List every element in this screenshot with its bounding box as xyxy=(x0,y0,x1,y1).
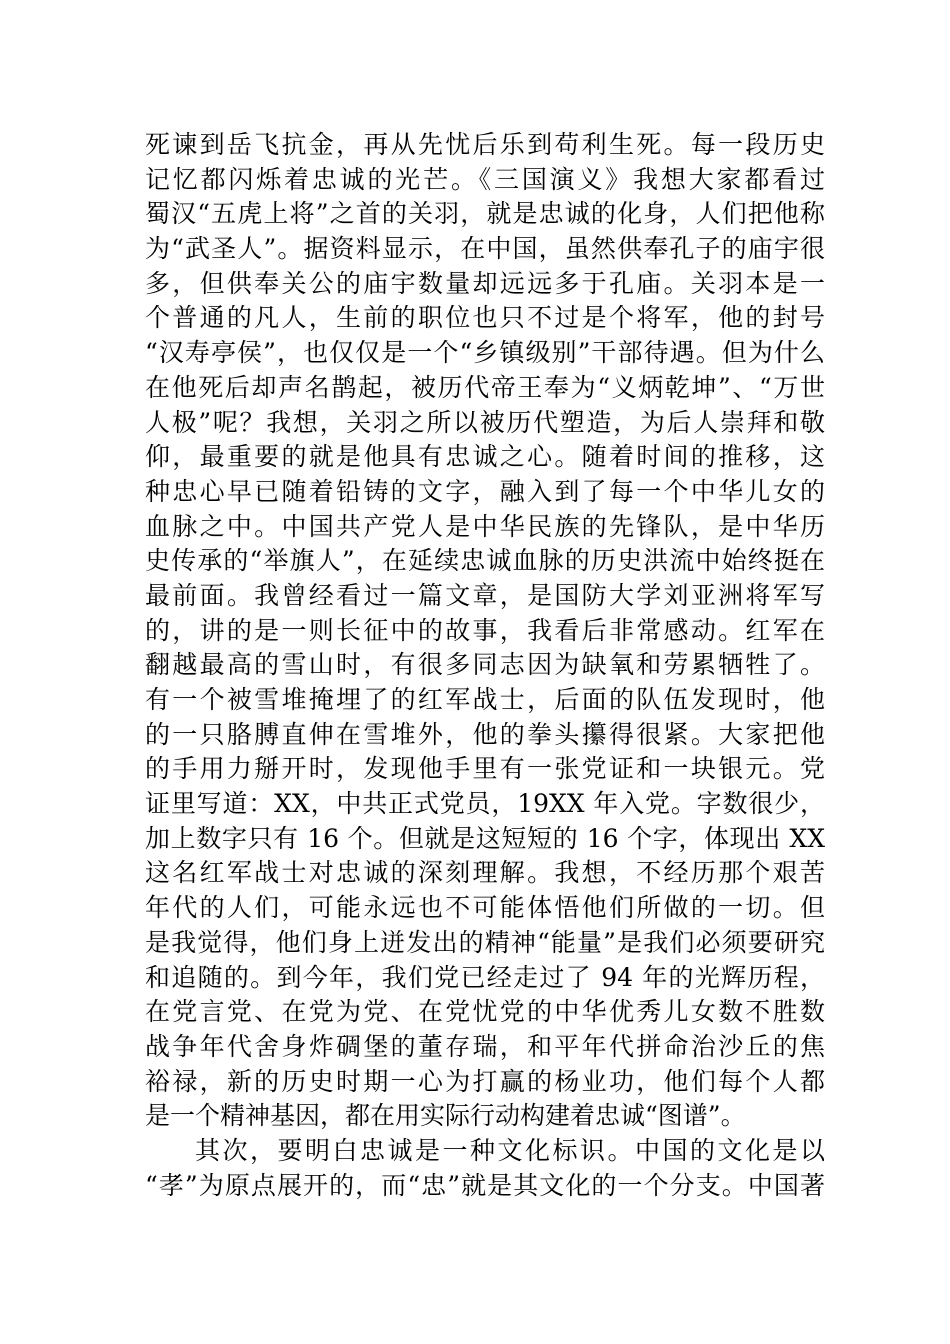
text-line: 战争年代舍身炸碉堡的董存瑞，和平年代拼命治沙丘的焦 xyxy=(145,1031,825,1061)
text-line: 最前面。我曾经看过一篇文章，是国防大学刘亚洲将军写 xyxy=(145,580,825,610)
text-line: 年代的人们，可能永远也不可能体悟他们所做的一切。但 xyxy=(145,893,825,923)
text-line: 史传承的“举旗人”，在延续忠诚血脉的历史洪流中始终挺在 xyxy=(145,546,825,576)
paragraph-start-line: 其次，要明白忠诚是一种文化标识。中国的文化是以 xyxy=(195,1135,825,1165)
text-line: 死谏到岳飞抗金，再从先忧后乐到苟利生死。每一段历史 xyxy=(145,130,825,159)
text-line: 的，讲的是一则长征中的故事，我看后非常感动。红军在 xyxy=(145,615,825,645)
text-line: 人极”呢？我想，关羽之所以被历代塑造，为后人崇拜和敬 xyxy=(145,407,825,437)
text-line: 有一个被雪堆掩埋了的红军战士，后面的队伍发现时，他 xyxy=(145,685,825,714)
text-line: 蜀汉“五虎上将”之首的关羽，就是忠诚的化身，人们把他称 xyxy=(145,199,825,229)
text-line: 这名红军战士对忠诚的深刻理解。我想，不经历那个艰苦 xyxy=(145,858,825,888)
text-line: 记忆都闪烁着忠诚的光芒。《三国演义》我想大家都看过 xyxy=(145,164,825,194)
text-line: 在党言党、在党为党、在党忧党的中华优秀儿女数不胜数 xyxy=(145,997,825,1027)
text-line: 裕禄，新的历史时期一心为打赢的杨业功，他们每个人都 xyxy=(145,1066,825,1096)
text-line: “汉寿亭侯”，也仅仅是一个“乡镇级别”干部待遇。但为什么 xyxy=(145,338,825,368)
text-line: 的一只胳膊直伸在雪堆外，他的拳头攥得很紧。大家把他 xyxy=(145,719,825,749)
text-line: 是我觉得，他们身上迸发出的精神“能量”是我们必须要研究 xyxy=(145,927,825,957)
text-line: 的手用力掰开时，发现他手里有一张党证和一块银元。党 xyxy=(145,754,825,784)
text-line: 多，但供奉关公的庙宇数量却远远多于孔庙。关羽本是一 xyxy=(145,268,825,298)
text-line: 血脉之中。中国共产党人是中华民族的先锋队，是中华历 xyxy=(145,511,825,541)
text-line: 种忠心早已随着铅铸的文字，融入到了每一个中华儿女的 xyxy=(145,476,825,506)
paragraph-end-line: 是一个精神基因，都在用实际行动构建着忠诚“图谱”。 xyxy=(145,1101,746,1131)
text-line: 仰，最重要的就是他具有忠诚之心。随着时间的推移，这 xyxy=(145,442,825,472)
text-line: 加上数字只有 16 个。但就是这短短的 16 个字，体现出 XX xyxy=(145,823,825,853)
body-text xyxy=(145,128,825,1203)
text-line: 为“武圣人”。据资料显示，在中国，虽然供奉孔子的庙宇很 xyxy=(145,234,825,264)
text-line: 和追随的。到今年，我们党已经走过了 94 年的光辉历程， xyxy=(145,962,825,992)
text-line: 在他死后却声名鹊起，被历代帝王奉为“义炳乾坤”、“万世 xyxy=(145,372,825,402)
text-line: 翻越最高的雪山时，有很多同志因为缺氧和劳累牺牲了。 xyxy=(145,650,825,680)
text-line: 个普通的凡人，生前的职位也只不过是个将军，他的封号 xyxy=(145,303,825,333)
text-line: “孝”为原点展开的，而“忠”就是其文化的一个分支。中国著 xyxy=(145,1170,825,1200)
text-line: 证里写道：XX，中共正式党员，19XX 年入党。字数很少， xyxy=(145,789,825,819)
